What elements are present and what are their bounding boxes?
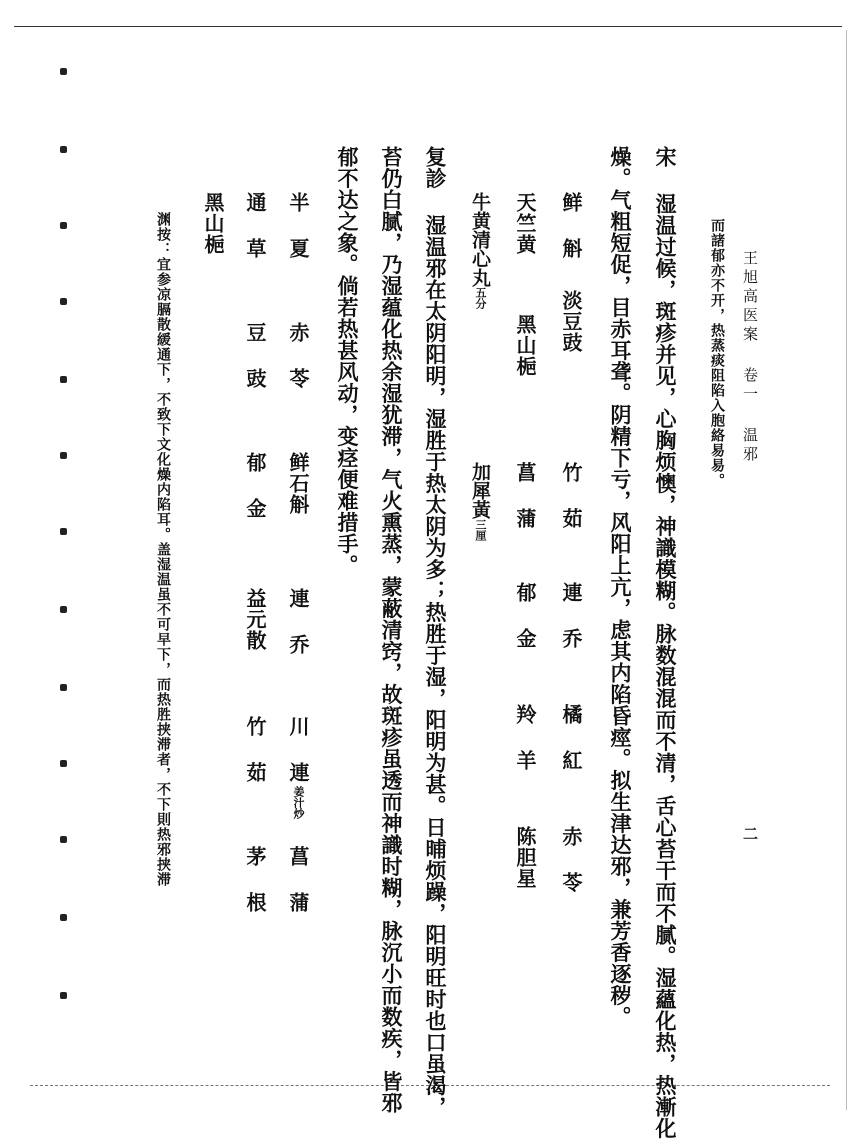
herb: 郁 金 (243, 452, 267, 519)
herb: 黑山梔 (201, 192, 225, 255)
binding-mark (60, 146, 67, 153)
prep-note: 姜汁炒 (292, 786, 305, 819)
herb-name: 牛黄清心丸 (469, 192, 491, 287)
herb: 連 乔 (559, 582, 583, 649)
herb: 川 連 (286, 716, 310, 783)
followup-line-1: 复診 湿温邪在太阴阳明，湿胜于热太阴为多；热胜于湿，阳明为甚。日晡烦躁，阳明旺时也口虽渴， (423, 146, 448, 1118)
herb: 菖 蒲 (286, 846, 310, 913)
case-text-line-1: 宋 湿温过候，斑疹并见，心胸烦懊，神識模糊。脉数混混而不清，舌心苔干而不腻。湿蘊化热，热漸化 (653, 146, 678, 1139)
binding-mark (60, 836, 67, 843)
followup-line-3: 郁不达之象。倘若热甚风动，变痉便难措手。 (335, 146, 360, 576)
herb: 天竺黄 (513, 192, 537, 255)
case-headnote: 而諸郁亦不开，热蒸痰阻陷入胞絡易易。 (709, 218, 725, 488)
herb-dose: 五分 (474, 287, 487, 309)
case-text-line-2: 燥。气粗短促，目赤耳聋。阴精下亏，风阳上亢，虑其内陷昏痙。拟生津达邪，兼芳香逐秽。 (608, 146, 633, 1028)
binding-mark (60, 528, 67, 535)
herb: 淡豆豉 (559, 290, 583, 353)
binding-mark (60, 376, 67, 383)
herb: 豆 豉 (243, 322, 267, 389)
herb: 菖 蒲 (513, 462, 537, 529)
herb: 益元散 (243, 588, 267, 651)
herb-dose: 三厘 (474, 519, 487, 541)
page-number: 二 (741, 826, 759, 845)
herb-addition (470, 462, 489, 541)
herb: 連 乔 (286, 588, 310, 655)
herb: 竹 茹 (559, 462, 583, 529)
herb: 竹 茹 (243, 716, 267, 783)
binding-mark (60, 760, 67, 767)
binding-mark (60, 68, 67, 75)
running-title: 王旭高医案 卷一 温邪 (741, 250, 759, 465)
binding-mark (60, 452, 67, 459)
followup-line-2: 苔仍白腻，乃湿蕴化热余湿犹滞，气火熏蒸，蒙蔽清窍，故斑疹虽透而神識时糊，脉沉小而数疾，皆邪 (379, 146, 404, 1114)
herb: 羚 羊 (513, 704, 537, 771)
binding-mark (60, 684, 67, 691)
herb-pill (470, 192, 489, 309)
binding-mark (60, 606, 67, 613)
herb: 赤 苓 (559, 826, 583, 893)
herb: 茅 根 (243, 846, 267, 913)
herb: 陈胆星 (513, 826, 537, 889)
page-edge (846, 30, 847, 1110)
herb: 鲜石斛 (286, 452, 310, 515)
binding-mark (60, 914, 67, 921)
binding-mark (60, 222, 67, 229)
herb: 赤 苓 (286, 322, 310, 389)
herb: 橘 紅 (559, 704, 583, 771)
herb-name: 加犀黃 (469, 462, 491, 519)
commentary: 渊按：宜参凉膈散緩通下，不致下文化燥内陷耳。盖湿温虽不可早下，而热胜挟滞者，不下則热邪挟滞 (155, 212, 171, 887)
binding-mark (60, 298, 67, 305)
top-rule (14, 26, 842, 27)
herb: 黑山梔 (513, 314, 537, 377)
herb: 鲜 斛 (559, 192, 583, 259)
herb: 通 草 (243, 192, 267, 259)
binding-mark (60, 992, 67, 999)
herb: 半 夏 (286, 192, 310, 259)
herb: 郁 金 (513, 582, 537, 649)
